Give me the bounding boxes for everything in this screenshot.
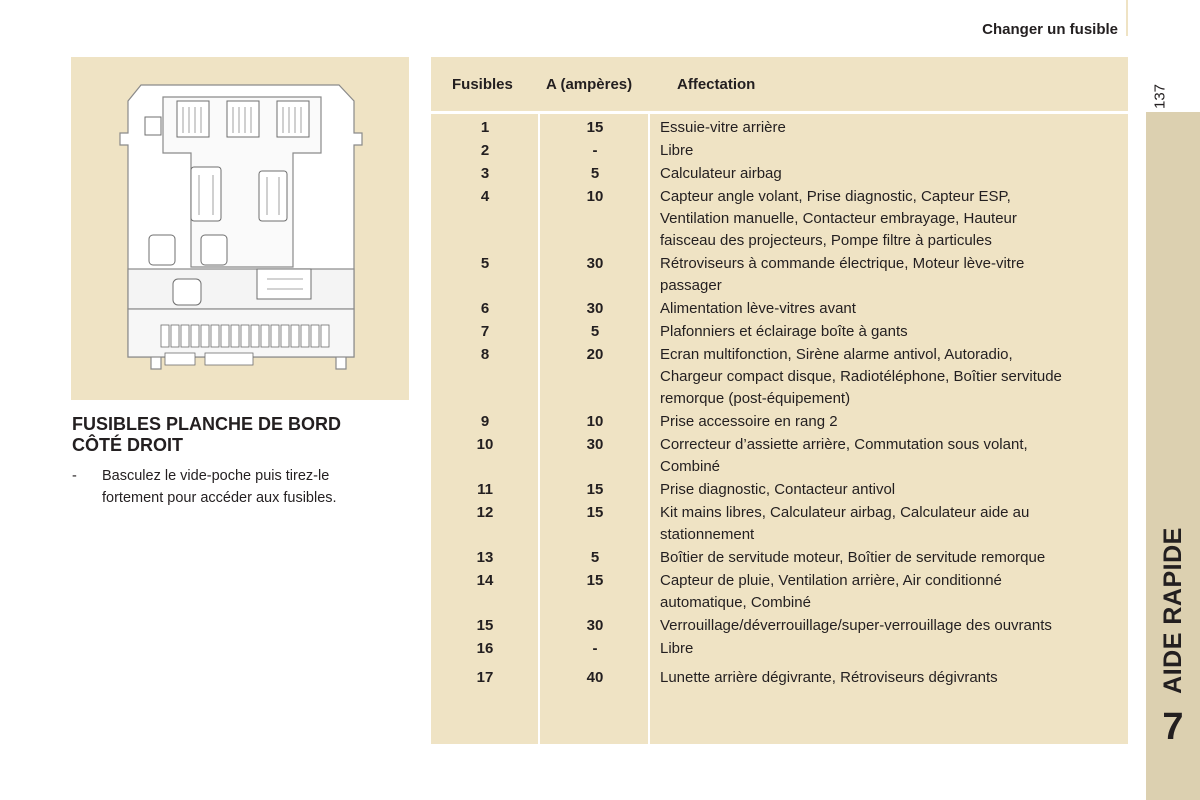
fuse-assignment [660, 638, 1120, 660]
fuse-assignment [660, 117, 1120, 139]
assignment-line: stationnement [660, 526, 755, 543]
fuse-amperage: 10 [586, 413, 604, 430]
column-header-fuse: Fusibles [452, 76, 513, 93]
header-divider [1126, 0, 1128, 36]
fuse-amperage: 30 [586, 436, 604, 453]
fuse-number: 10 [476, 436, 494, 453]
instruction-text: Basculez le vide-poche puis tirez-le fortement pour accéder aux fusibles. [102, 468, 337, 506]
column-header-amps: A (ampères) [546, 76, 633, 93]
fuse-assignment [660, 298, 1120, 320]
fuse-number: 7 [480, 323, 490, 340]
assignment-line: Lunette arrière dégivrante, Rétroviseurs dégivrants [660, 669, 998, 686]
assignment-line: passager [660, 277, 722, 294]
assignment-line: Verrouillage/déverrouillage/super-verrouillage des ouvrants [660, 617, 1052, 634]
fuse-table-body [431, 114, 1128, 744]
fuse-box-diagram [71, 57, 409, 400]
bullet-dash: - [72, 468, 77, 484]
assignment-line: Prise accessoire en rang 2 [660, 413, 838, 430]
fuse-amperage: 20 [586, 346, 604, 363]
section-title-line-1: FUSIBLES PLANCHE DE BORD [72, 414, 342, 434]
fuse-table-header [431, 57, 1128, 111]
fuse-assignment [660, 547, 1120, 569]
fuse-assignment [660, 186, 1120, 252]
fuse-number: 12 [476, 504, 494, 521]
fuse-assignment [660, 411, 1120, 433]
page-number: 137 [1151, 83, 1169, 110]
fuse-number: 9 [480, 413, 490, 430]
assignment-line: faisceau des projecteurs, Pompe filtre à particules [660, 232, 992, 249]
chapter-number: 7 [1162, 706, 1184, 748]
fuse-number: 13 [476, 549, 494, 566]
fuse-assignment [660, 321, 1120, 343]
fuse-number: 8 [480, 346, 490, 363]
fuse-assignment [660, 502, 1120, 546]
assignment-line: Calculateur airbag [660, 165, 782, 182]
assignment-line: Capteur de pluie, Ventilation arrière, Air conditionné [660, 572, 1002, 589]
fuse-amperage: 10 [586, 188, 604, 205]
fuse-number: 1 [480, 119, 490, 136]
fuse-assignment [660, 344, 1120, 410]
fuse-assignment [660, 479, 1120, 501]
assignment-line: automatique, Combiné [660, 594, 811, 611]
chapter-label [1143, 526, 1200, 694]
fuse-assignment [660, 570, 1120, 614]
fuse-assignment [660, 140, 1120, 162]
page-header-title: Changer un fusible [982, 21, 1118, 38]
assignment-line: Ecran multifonction, Sirène alarme antivol, Autoradio, [660, 346, 1013, 363]
section-title-line-2: CÔTÉ DROIT [72, 435, 183, 455]
fuse-amperage: 30 [586, 255, 604, 272]
fuse-assignment [660, 163, 1120, 185]
fuse-amperage: 5 [590, 549, 600, 566]
fuse-number: 11 [477, 481, 493, 498]
fuse-amperage: - [592, 142, 598, 159]
column-header-assignment: Affectation [677, 76, 756, 93]
fuse-assignment [660, 253, 1120, 297]
fuse-number: 14 [476, 572, 494, 589]
assignment-line: Alimentation lève-vitres avant [660, 300, 856, 317]
fuse-number: 4 [480, 188, 490, 205]
fuse-number: 15 [476, 617, 494, 634]
fuse-amperage: 15 [586, 481, 604, 498]
assignment-line: remorque (post-équipement) [660, 390, 851, 407]
fuse-amperage: - [592, 640, 598, 657]
fuse-assignment [660, 667, 1120, 689]
assignment-line: Boîtier de servitude moteur, Boîtier de servitude remorque [660, 549, 1046, 566]
assignment-line: Chargeur compact disque, Radiotéléphone, Boîtier servitude [660, 368, 1062, 385]
section-title [72, 414, 402, 456]
fuse-number: 3 [480, 165, 490, 182]
fuse-amperage: 15 [586, 504, 604, 521]
assignment-line: Essuie-vitre arrière [660, 119, 786, 136]
fuse-amperage: 15 [586, 572, 604, 589]
fuse-amperage: 15 [586, 119, 604, 136]
fuse-number: 17 [476, 669, 494, 686]
assignment-line: Capteur angle volant, Prise diagnostic, Capteur ESP, [660, 188, 1011, 205]
fuse-amperage: 40 [586, 669, 604, 686]
fuse-amperage: 30 [586, 300, 604, 317]
assignment-line: Prise diagnostic, Contacteur antivol [660, 481, 896, 498]
fuse-box-illustration [71, 57, 409, 400]
fuse-amperage: 5 [590, 323, 600, 340]
fuse-assignment [660, 434, 1120, 478]
fuse-amperage: 5 [590, 165, 600, 182]
fuse-number: 2 [480, 142, 490, 159]
assignment-line: Libre [660, 640, 694, 657]
chapter-label-text: AIDE RAPIDE [1158, 526, 1187, 694]
assignment-line: Correcteur d’assiette arrière, Commutation sous volant, [660, 436, 1028, 453]
fuse-number: 6 [480, 300, 490, 317]
assignment-line: Libre [660, 142, 694, 159]
assignment-line: Plafonniers et éclairage boîte à gants [660, 323, 908, 340]
fuse-amperage: 30 [586, 617, 604, 634]
fuse-number: 16 [476, 640, 494, 657]
fuse-number: 5 [480, 255, 490, 272]
fuse-assignment [660, 615, 1120, 637]
assignment-line: Ventilation manuelle, Contacteur embrayage, Hauteur [660, 210, 1017, 227]
assignment-line: Combiné [660, 458, 721, 475]
chapter-tab [1146, 112, 1200, 800]
assignment-line: Kit mains libres, Calculateur airbag, Calculateur aide au [660, 504, 1030, 521]
assignment-line: Rétroviseurs à commande électrique, Moteur lève-vitre [660, 255, 1025, 272]
